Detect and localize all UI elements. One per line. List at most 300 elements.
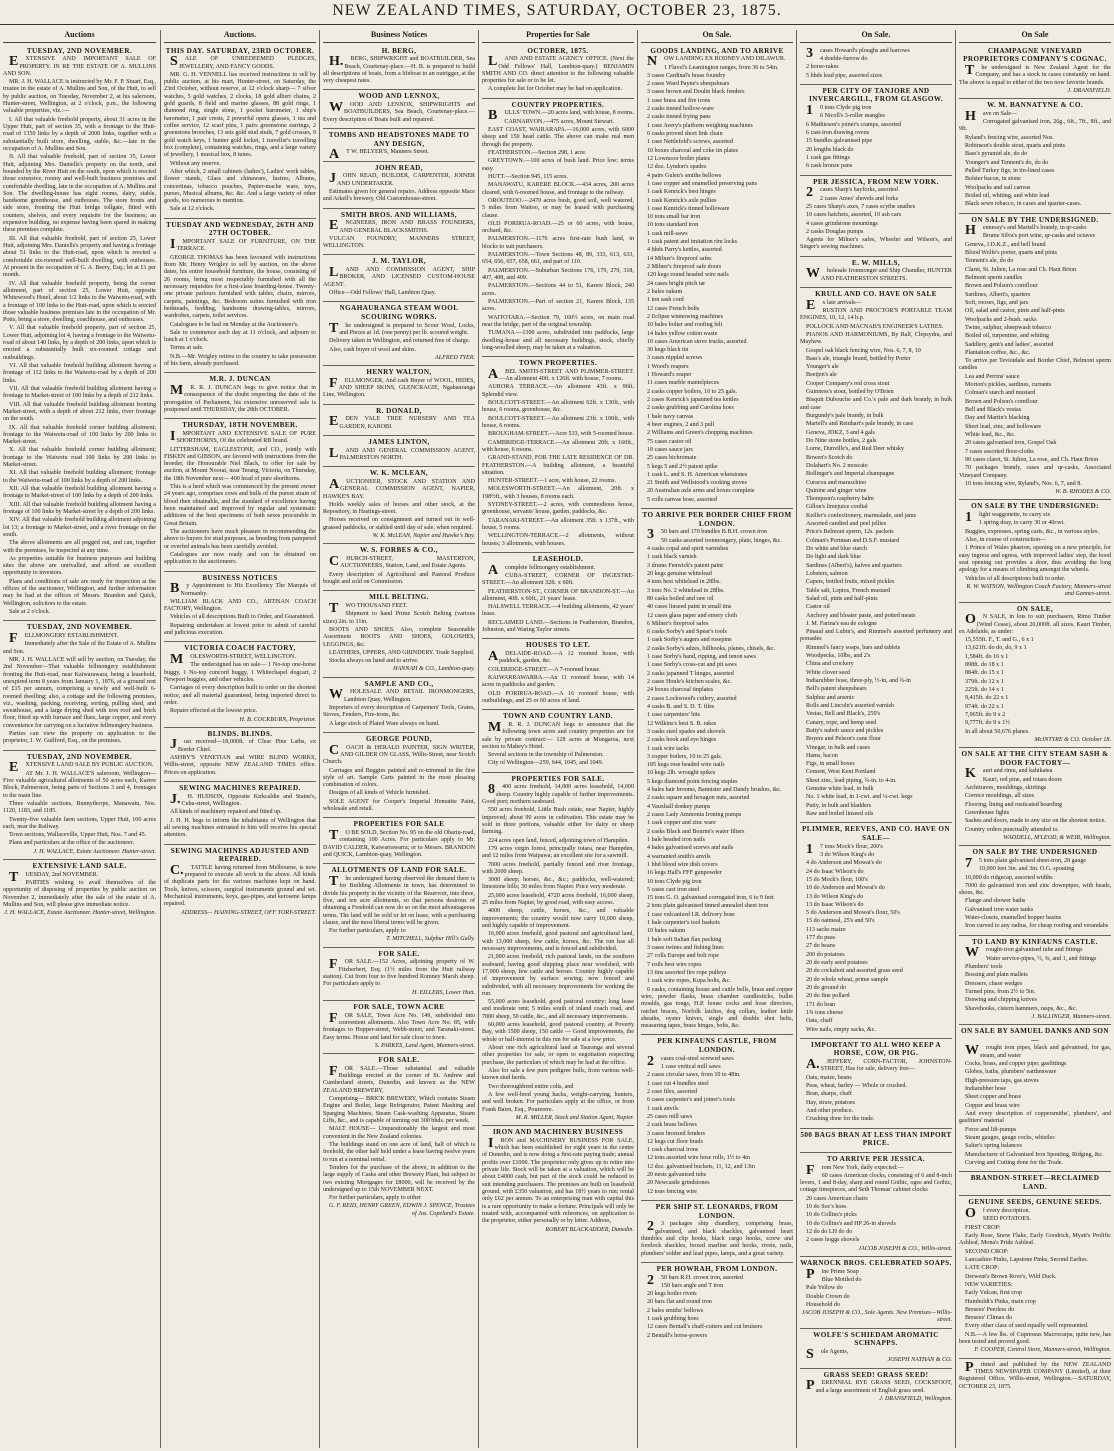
ad-title: PER KINFAUNS CASTLE, FROM LONDON. (657, 1037, 777, 1055)
ad-body (164, 428, 316, 567)
ad-paragraph: 12 cases French bolts (647, 305, 700, 312)
ad-paragraph: 50 casks assorted ironmongery, plate, hinges, &c. (661, 537, 782, 544)
ad-paragraph: 9,415ft. do 22 x 1 (965, 695, 1009, 702)
ad-paragraph: Salter's spring balances (965, 1143, 1022, 1150)
ad-paragraph: Oats, maize, beans (806, 1074, 852, 1081)
ad-title: ON SALE, (1016, 604, 1054, 613)
ad-paragraph: ENGINEERS, IRON AND BRASS FOUNDERS, AND GENERAL BLACKSMITHS. (329, 218, 475, 234)
ad-paragraph: Cornice mouldings, all sizes (965, 793, 1035, 800)
advertisement (323, 129, 475, 162)
ad-body (800, 187, 952, 252)
ad-signature: J. BALLINGER, Manners-street. (1031, 1013, 1111, 1020)
ad-paragraph: 3 cases twines and fishing lines (647, 945, 724, 952)
ad-paragraph: 5 do Anderson and Mowat's flour, 50's (806, 910, 900, 917)
ad-paragraph: 15 do Mock's flour, 100's (806, 876, 868, 883)
ad-paragraph: Keiller's confectionery, marmalade, and jams (806, 512, 917, 519)
ad-title: TO LAND BY KINFAUNS CASTLE. (972, 937, 1098, 946)
ad-paragraph: 120 kegs round headed wire nails (647, 272, 729, 279)
ad-paragraph: 12 cases glass paper and emery cloth (647, 612, 738, 619)
ad-paragraph: Indiarubber hose, three-ply, ½-in, and ¾-in (806, 678, 911, 685)
ad-paragraph: 1 cask wire tacks (647, 745, 689, 752)
ad-paragraph: FEATHERSTON.—Section 298, 1 acre. (488, 150, 587, 156)
ad-paragraph: C.TATTLE having returned from Melbourne, is now prepared to execute all work in the above. All kinds of duplicate parts for the various machines kept on hand. Tools, knives, scissors, surgical instruments ground and set. Mechanical instruments, keys, gas-pipes, and kerosene lamps repaired. (164, 862, 316, 908)
ad-paragraph: HALSWELL TERRACE.—4 building allotments, 42 years' lease. (482, 604, 634, 618)
ad-paragraph: 27 colls Europe and bolt rope (647, 953, 719, 960)
ad-body (323, 320, 475, 354)
ad-paragraph: Hams, bacon (806, 752, 838, 759)
advertisement (164, 642, 316, 727)
ad-paragraph: Designs of all kinds of Vehicle furnished. (329, 790, 430, 797)
ad-paragraph: Lancashire Pinks, Lapstone Pinks, Second Earlies. (965, 1256, 1089, 1263)
ad-paragraph: PERENNIAL RYE GRASS SEED, COCKSFOOT, and a large assortment of English grass seed. (806, 1378, 952, 1394)
ad-paragraph: III. All that valuable freehold, part of section 25, Lower Hutt, adjoining Mrs. Daniells's property and having a frontage about 51 links to the Hutt-road, upon which is erected a comfortable six-roomed well-built dwelling, with outhouses. At present in the occupation of G. A. Beery, Esq.; let at £1 per month. (3, 235, 156, 279)
ad-paragraph: Sardines, Albert's, quarters (965, 291, 1031, 298)
ad-paragraph: 20 cases American chairs (806, 1195, 868, 1202)
ad-paragraph: CAMBRIDGE-TERRACE.—An allotment 20ft. x 160ft., with house, 6 rooms. (482, 439, 634, 453)
ad-paragraph: KAIWARRAWARRA.—An 11 roomed house, with 14 acres in paddocks and garden. (482, 674, 634, 689)
ad-paragraph: Every description of Agricultural and Pastoral Produce bought and sold on Commission. (323, 571, 475, 585)
ad-paragraph: Catalogues to be had on Monday at the Auctioneer's. (170, 321, 299, 328)
ad-body (164, 56, 316, 214)
ad-paragraph: LEATHERS, UPPERS, AND GRINDERY. Trade Supplied. (329, 649, 475, 656)
ad-paragraph: 224 acres open land, fenced, adjoining town of Hampden. (488, 837, 629, 844)
ad-paragraph: 80 casks boiled and raw oil (647, 595, 714, 602)
ad-paragraph: 2 casks hook and eye hinges (647, 737, 717, 744)
ad-paragraph: 10 bales oakum (647, 928, 686, 935)
ad-paragraph: 2 cases Ames' shovels and forks (820, 195, 899, 202)
advertisement (323, 591, 475, 677)
ad-paragraph: Also for sale a few pure pedigree bulls, from various well-known stud herds. (482, 1067, 634, 1082)
ad-paragraph: Just received—18,000ft. of Clear Pine Laths, ex Border Chief. (170, 737, 316, 753)
ad-paragraph: A large stock of Plated Ware always on hand. (329, 720, 440, 727)
ad-paragraph: 10 do Collins's picks (806, 1212, 857, 1219)
ad-paragraph: 2 horse-rakes (806, 64, 839, 71)
ad-paragraph: Oats, chaff (806, 1018, 833, 1025)
ad-paragraph: About one rich agricultural land at Tauranga and several other properties for sale, or open to negotiation respecting purchase, the particulars of which may be had at the office. (482, 1045, 634, 1066)
ad-paragraph: 13 do Wilson King's do (806, 893, 864, 900)
ad-body (323, 267, 475, 297)
ad-paragraph: A complete list for October may be had on application. (488, 86, 623, 93)
ad-paragraph: HUTT.—Section 945, 115 acres. (488, 173, 568, 180)
ad-body (3, 633, 156, 746)
advertisement (323, 864, 475, 947)
ad-paragraph: ASHBY'S VENETIAN and WIRE BLIND WORKS, Willis-street, opposite NEW ZEALAND TIMES office. Prices on application. (164, 755, 316, 776)
ad-paragraph: Bass's ale, triangle brand, bottled by Porter (806, 355, 911, 362)
ad-paragraph: Sheet copper and brass (965, 1094, 1022, 1101)
ad-paragraph: 1 hhd blood wire dish covers (647, 861, 718, 868)
ad-title: IRON AND MACHINERY BUSINESS (492, 1128, 624, 1137)
ad-paragraph: RUSTON AND PROCTOR'S PORTABLE TEAM ENGINES, 10, 12, 14 h.p. (800, 307, 952, 322)
ad-body (482, 110, 634, 352)
ad-title: MILL BELTING. (369, 593, 429, 602)
ad-paragraph: Price's Belmont sperm, 12s. packets (806, 529, 894, 536)
ad-body (959, 225, 1111, 488)
ad-paragraph: N.B.—A few lbs. of Cupressus Macrocarpa, quite new, has been tested and proved good. (959, 1331, 1111, 1346)
ad-paragraph: 4 tons best whitelead in 28lbs. (647, 579, 721, 586)
ad-paragraph: 1light waggonette, to carry six (965, 510, 1051, 526)
ad-paragraph: 6 casks, containing house and cattle bells, brass and copper wire, powder flasks, brass chamber candlesticks, bullet moulds, gas tongs, H.P. house cocks and hose directors, ratchet braces, Norfolk latches, dog collars, leather knife sheaths, oyster knives, single and double shot belts, measuring tapes, brass hinges, bolts, &c. (641, 986, 793, 1030)
advertisement (641, 1201, 793, 1263)
ad-title: JAMES LINTON, (368, 438, 430, 447)
ad-paragraph: PALMERSTON.—1176 acres first-rate bush land, in blocks to suit purchasers. (482, 236, 634, 250)
ad-paragraph: Turned pins, from 2½ to 5in. (965, 988, 1036, 995)
ad-body (959, 1208, 1111, 1346)
ad-paragraph: SYDNEY-STREET.—2 acres, with commodious house, greenhouse, servants' house, garden, paddocks, &c. (482, 502, 634, 516)
ad-paragraph: White lead, &c., &c. (965, 431, 1016, 438)
ad-paragraph: Assorted candied and peel jellies (806, 521, 887, 528)
ad-paragraph: Vinegar, in bulk and cases (806, 744, 870, 751)
ad-paragraph: Sale at 12 o'clock. (170, 206, 215, 213)
ad-body (959, 108, 1111, 209)
advertisement (800, 85, 952, 176)
advertisement (323, 255, 475, 302)
ad-paragraph: XI. All that valuable freehold building allotment; frontage to the Waiwetu-road of 100 links by a depth of 200 links. (3, 470, 156, 484)
ad-paragraph: FELLMONGER, And cash Buyer of WOOL, HIDES, AND SHEEP SKINS, GLENCRAGIE, Ngahauranga Line, Wellington. (323, 375, 475, 399)
ad-paragraph: Saddlery, gent's and ladies', assorted (965, 341, 1054, 348)
ad-paragraph: Sale at 2 o'clock. (9, 609, 51, 616)
ad-paragraph: The auctioneers have much pleasure in recommending the above to buyers for stud purposes, as breeding from pampered or overfed animals has been carefully avoided. (164, 528, 316, 550)
ad-paragraph: 7 cases assorted floor-cloths (965, 448, 1034, 455)
ad-paragraph: 12 doz. galvanised buckets, 11, 12, and 13in (647, 1163, 755, 1170)
ad-paragraph: 3 cases Cardinal's brass foundry (647, 72, 726, 79)
ad-body (164, 654, 316, 716)
ad-paragraph: 13 do Isaac Wilson's do (806, 901, 864, 908)
ad-title: J. M. TAYLOR, (372, 257, 426, 266)
ad-paragraph: 20 bars flat and round iron (647, 1299, 712, 1306)
ad-paragraph: After which, 2 small cabinets (ladies'), Ladies' work tables, flower stands, Glass and chinaware, lustres, Albums, concertinas, tobacco pouches, Papier-mache ware, toys, purses, Musical albums, &c. &c. And a large variety of other goods, too numerous to mention. (164, 168, 316, 205)
ad-paragraph: 1 Prince of Wales phaeton, opening on a new principle, for easy ingress and egress, with improved ladies' step, the hood seat opening out provides a door, thus avoiding the long apology for a means of climbing amongst the wheels. (959, 545, 1111, 574)
ad-paragraph: CHURCH-STREET, MASTERTON, AUCTIONEERS, Station, Land, and Estate Agents. (329, 554, 475, 570)
ad-paragraph: Plumbers' tools (965, 964, 1003, 970)
ad-paragraph: LAND AND COMMISSION AGENT, SHIP BROKER, AND LICENSED CUSTOM-HOUSE AGENT. (323, 265, 475, 288)
ad-title: W. M. BANNATYNE & CO. (986, 101, 1084, 110)
ad-paragraph: All kinds of machinery repaired and fitted up. (170, 809, 282, 816)
ad-paragraph: Vehicles of all descriptions Built to Order, and Guaranteed. (170, 614, 315, 621)
advertisement (3, 45, 156, 622)
ad-title: WOOD AND LENNOX, (358, 92, 440, 101)
ad-paragraph: 15,555ft. F., T. and G., 6 x 1 (965, 637, 1034, 644)
ad-paragraph: Three valuable sections, Bunnythorpe, Manawatu, Nos. 1120, 1183, and 1185. (3, 800, 156, 815)
advertisement (959, 500, 1111, 602)
ad-paragraph: 1 case Avery's platform weighing machines (647, 122, 753, 129)
ad-title: OCTOBER, 1875. (527, 46, 589, 55)
ad-paragraph: Geneva, JDKZ, 3 and 4 gals (806, 429, 875, 436)
advertisement (482, 99, 634, 357)
ad-title: PLIMMER, REEVES, AND CO. HAVE ON SALE— (801, 825, 951, 842)
ad-paragraph: Boiled oil, whiting, and white lead (965, 192, 1050, 199)
ad-paragraph: Delivery taken in Wellington, and returned free of charge. (329, 338, 471, 345)
ad-title: PER JESSICA, FROM NEW YORK. (813, 177, 939, 186)
ad-paragraph: 1 cask copper and zinc ware (647, 820, 716, 827)
columns-container (0, 30, 1114, 1451)
ad-paragraph: 1 cask black varnish (647, 554, 697, 561)
ad-paragraph: Guinness's stout, bottled by O'Brien (806, 389, 894, 396)
ad-paragraph: Early Rose, Snow Flake, Early Goodrich, Myatt's Prolific Ashleaf, Mona's Pride Ashleaf. (959, 1233, 1111, 1247)
ad-paragraph: 10 kegs 2lb. wrought spikes (647, 770, 716, 777)
ad-paragraph: WHOLESALE AND RETAIL IRONMONGERS, Lambton Quay, Wellington. (329, 687, 475, 703)
advertisement (323, 818, 475, 864)
advertisement (164, 572, 316, 643)
ad-paragraph: Plans and conditions of sale are ready for inspection at the offices of the auctioneer, Wellington, and further information may be had at the offices of Messrs. Brandon and Quick, Wellington, solicitors to the estate. (3, 578, 156, 607)
ad-body (323, 689, 475, 728)
ad-paragraph: Morton's pickles, sardines, currants (965, 382, 1052, 389)
ad-paragraph: 1 bale soft Italian flax packing (647, 936, 722, 943)
ad-paragraph: Sardines (Albert's), halves and quarters (806, 562, 902, 569)
ad-paragraph: LAND AND ESTATE AGENCY OFFICE. (Next the Odd Fellows' Hall, Lambton-quay.) BENJAMIN SMITH AND CO. direct attention to the following valuable properties for sale or to be let. (482, 54, 634, 85)
ad-paragraph: PIANOS AND HARMONIUMS, By Ralf, Clepsydra, and Mayhew. (800, 331, 952, 346)
ad-paragraph: Sale to commence each day at 11 o'clock, and adjourn to lunch at 1 o'clock. (164, 329, 316, 344)
ad-paragraph: 4 casks B. and S. D. T. files (647, 703, 715, 710)
ad-paragraph: 20 kegs boiler rivets (647, 1291, 697, 1298)
ad-paragraph: 1 cask wire ropes, Kupa bolts, &c. (647, 978, 732, 985)
ad-paragraph: XII. All that valuable freehold building allotment having a frontage to Market-street of 100 links by a depth of 200 links. (3, 486, 156, 500)
ad-body (3, 762, 156, 847)
ad-paragraph: Drawing and chipping knives (965, 997, 1037, 1004)
column-heading: On Sale. (800, 30, 952, 43)
ad-paragraph: Soft, rooses, figs, and jars (965, 299, 1029, 306)
ad-paragraph: High-pressure taps, gas stoves (965, 1077, 1039, 1084)
advertisement (323, 467, 475, 544)
advertisement (3, 621, 156, 750)
ad-paragraph: 40 cases linseed paint in small tins (647, 604, 732, 611)
ad-paragraph: Bran, sharps, chaff (806, 1091, 852, 1098)
ad-paragraph: 1 case vertical mill saws (661, 1064, 721, 1071)
ad-paragraph: Robinson's double stout, quarts and pints (965, 143, 1065, 150)
ad-paragraph: ABEL SMITH-STREET AND PLIMMER-STREET.—An allotment 40ft. x 126ft. with house, 7 rooms. (488, 366, 634, 383)
ad-paragraph: 10 do Soc's hoes (806, 1204, 847, 1211)
ad-title: FOR SALE. (378, 1056, 420, 1065)
ad-paragraph: 10 tons fencing wire, Ryland's, Nos. 6, 7, and 8. (965, 480, 1082, 487)
ad-paragraph: 2 cases Lockwood's cutlery, assorted (647, 695, 737, 702)
ad-paragraph: Have on Sale— (965, 108, 1018, 124)
ad-paragraph: FOR SALE.—152 Acres, adjoining property of W. Fitzherbert, Esq. (1½ miles from the Hutt railway station). Cut from four to five hundred Romney Marsh sheep. For particulars apply to (323, 957, 475, 988)
ad-paragraph: Town sections, Wallaceville, Upper Hutt, Nos. 7 and 45. (9, 832, 147, 839)
ad-body (323, 600, 475, 666)
ad-paragraph: Genuine white lead, in bulk (806, 786, 874, 793)
ad-body (641, 56, 793, 504)
ad-paragraph: Importers of every description of Carpenters' Tools, Grates, Stoves, Fenders, Fire-irons, &c. (323, 705, 475, 719)
ad-title: THIS DAY. SATURDAY, 23RD OCTOBER. (165, 46, 315, 55)
ad-paragraph: Oil, salad and castor, pints and half-pints (965, 308, 1065, 315)
ad-paragraph: Greenhouse lights (965, 810, 1010, 817)
ad-paragraph: GEORGE THOMAS has been favoured with instructions from Mr. Henry Wrigley to sell by auction, on the above dates, his entire household furniture, the house, consisting of 26 rooms, being most respectably furnished with all the necessary requisites for a first-class boarding-house. Twenty-one private parlours furnished with tables, chairs, mirrors, carpets, paintings, &c. Bedroom suites furnished with iron bedsteads, bedding, handsome drawing-tables, mirrors, wardrobes, carpets, toilet services. (164, 254, 316, 320)
ad-paragraph: 2 tons plain galvanised tinned annealed sheet iron (647, 903, 769, 910)
ad-paragraph: Kauri and rimu, and kahikatea (965, 766, 1053, 782)
ad-title: TOWN AND COUNTRY LAND. (503, 712, 613, 721)
ad-paragraph: WOOD AND LENNOX, SHIPWRIGHTS and BOATBUILDERS, Sea Beach, Courtenay-place.—Every description of Boats built and repaired. (323, 100, 475, 123)
ad-paragraph: 2 cases Ward Payne's sheepshears (647, 81, 730, 88)
ad-paragraph: 177 do peas (806, 935, 836, 942)
ad-paragraph: 20 Newcastle grindstones (647, 1180, 710, 1187)
ad-paragraph: Dolahart's No. 2 moscato (806, 462, 868, 469)
ad-paragraph: 25,000 acres leasehold, 4720 acres freehold, 16,000 sheep, 25 miles from Napier, by good road, with easy access. (482, 892, 634, 907)
ad-paragraph: NEW VARIETIES: (965, 1281, 1013, 1288)
ad-paragraph: 12 do do LH do do (806, 1229, 853, 1236)
ad-paragraph: Vestas, Bell and Black's, 250's (806, 711, 880, 718)
ad-paragraph: 16,000 acres freehold, good pastoral and agricultural land, with 13,000 sheep, few cattle, horses, &c. The run has all necessary improvements, and is fenced and subdivided. (482, 931, 634, 952)
ad-paragraph: TUESDAY, 2nd NOVEMBER. (9, 869, 99, 885)
ad-paragraph: 25 cases bichromate (647, 455, 697, 462)
ad-paragraph: Wholesale Ironmonger and Ship Chandler, HUNTER AND FEATHERSTON STREETS. (806, 266, 952, 282)
ad-paragraph: A few well-bred young hacks, weight-carrying, hunters, and well broken. For particulars apply at the office, or from Frank Bairn, Esq., Pourerere. (482, 1091, 634, 1113)
ad-paragraph: 3 drums Fenwick's patent paint (647, 562, 723, 569)
ad-paragraph: Raw and boiled linseed oils (806, 811, 874, 818)
ad-paragraph: ON SALE, in lots to suit purchasers, Rimu Timber (Wind Cease), about 20,000ft. all sizes. Kauri Timber, ex Adelaide, as under: (959, 612, 1111, 635)
ad-title: GOODS LANDING, AND TO ARRIVE (650, 46, 784, 55)
ad-paragraph: Cooper Company's red cross stout (806, 380, 890, 387)
ad-paragraph: 15 tons G. O. galvanised corrugated iron, 6 to 9 feet (647, 895, 774, 902)
ad-paragraph: POLLOCK AND MACNAB'S ENGINEER'S LATHES. (806, 323, 944, 330)
ad-paragraph: Comprising— BRICK BREWERY, Which contains Steam Engine and Boiler, large Refrigerator, Patent Mashing and Sparging Machines, Steam Cask-washing Apparatus, Steam Lifts, &c., and is capable of turning out 300 bhds. per week. (323, 1096, 475, 1124)
ad-paragraph: MOLESWORTH-STREET, WELLINGTON. (170, 652, 296, 668)
advertisement (800, 823, 952, 1038)
ad-paragraph: Galvanised iron water tanks (965, 906, 1034, 913)
ad-body (323, 102, 475, 124)
column-heading: Auctions (3, 30, 156, 43)
ad-paragraph: H.BERG, SHIPWRIGHT and BOATBUILDER, Sea Beach, Courtenay-place.—H. B. is prepared to build all descriptions of boats, from a lifeboat to an outrigger, at the very cheapest rates. (323, 54, 475, 85)
ad-paragraph: Canary, rope, and hemp seed (806, 719, 877, 726)
advertisement (323, 302, 475, 366)
ad-paragraph: 2cases coal-steel screwed saws (647, 1053, 734, 1069)
ad-signature: S. PARKES, Land Agent, Manners-street. (374, 1042, 475, 1049)
ad-signature: JACOB JOSEPH & CO., Willis-street. (858, 1245, 952, 1252)
advertisement (323, 733, 475, 818)
ad-body (482, 366, 634, 548)
ad-body (482, 651, 634, 705)
ad-paragraph: TUMANA.—1300 acres, subdivided into paddocks, large dwelling-house and all necessary buildings, stock, chiefly long-woolled sheep, may be taken at a valuation. (482, 330, 634, 351)
ad-paragraph: 2 casks tinned frying pans (647, 114, 711, 121)
ad-paragraph: Hennessy's and Martell's brandy, in qr-casks (965, 223, 1087, 239)
advertisement (641, 1263, 793, 1344)
newspaper-column (160, 30, 319, 1448)
ad-title: TUESDAY AND WEDNESDAY, 26TH AND 27TH OCTOBER. (166, 220, 314, 238)
ad-signature: G. F. REID, HENRY GREEN, EDWIN J. SPENCE, Trustees of Jas. Copeland's Estate. (328, 1203, 475, 1217)
ad-paragraph: WILLIAM BLACK AND CO., ARTISAN COACH FACTORY, Wellington. (164, 598, 316, 613)
ad-body (800, 1266, 952, 1310)
ad-paragraph: COLERIDGE-STREET.—A 7-roomed house. (488, 666, 601, 673)
ad-title: TUESDAY, 2ND NOVEMBER. (26, 46, 133, 55)
ad-title: SAMPLE AND CO., (364, 679, 434, 688)
ad-paragraph: 12 cases Bentall's chaff-cutters and cut bruisers (647, 1324, 763, 1331)
ad-body (164, 739, 316, 777)
ad-paragraph: 20 do ground do (806, 984, 847, 991)
advertisement (959, 846, 1111, 935)
ad-paragraph: Boiled oil, turpentine, and whiting (965, 333, 1049, 340)
ad-body (323, 173, 475, 203)
ad-paragraph: Lea and Perrins' sauce (965, 373, 1020, 380)
ad-title: W. K. MCLEAN, (369, 469, 429, 478)
ad-paragraph: TARANAKI-STREET.—An allotment 35ft. x 137ft., with house, 5 rooms. (482, 517, 634, 532)
ad-paragraph: Estimates given for general repairs. Address opposite Mace and Arkell's brewery, Old Customhouse-street. (323, 188, 475, 203)
ad-body (482, 784, 634, 1113)
ad-paragraph: 5 cases cast iron steel (647, 886, 700, 893)
column-heading: On Sale (959, 30, 1111, 43)
ad-body (959, 1359, 1111, 1391)
ad-paragraph: 2 cases Houle's kitchen scales, &c. (647, 679, 732, 686)
ad-body (959, 1045, 1111, 1167)
ad-signature: R. W. WATSON, Wellington Coach Factory, Manners-street and Gannes-street. (966, 583, 1111, 598)
ad-paragraph: AURORA TERRACE.—An allotment 43ft. x 96ft. Splendid view. (482, 384, 634, 398)
ad-paragraph: 2 bales smiths' bellows (647, 1307, 704, 1314)
ad-paragraph: 14 Milner's fireproof safes (647, 255, 712, 262)
ad-paragraph: VI. All that valuable freehold building allotment having a frontage of 112 links to the Waiwetu-road by a depth of 200 links. (3, 363, 156, 384)
ad-title: KRULL AND CO. HAVE ON SALE (815, 290, 937, 299)
ad-title: HENRY WALTON, (366, 368, 432, 377)
ad-paragraph: 225ft. do 14 x 1 (965, 687, 1004, 693)
ad-body (323, 375, 475, 400)
ad-paragraph: Iron curved to any radius, for cheap roofing and verandahs (965, 923, 1109, 930)
ad-paragraph: Figs, in small boxes (806, 761, 855, 768)
ad-paragraph: 10 cases sauce jars (647, 446, 693, 453)
ad-body (164, 385, 316, 414)
ad-paragraph: Terms at sale. (170, 345, 204, 352)
ad-paragraph: 3 casks steel spades and shovels (647, 728, 726, 735)
ad-paragraph: The undersigned has on sale— 1 No-top one-horse buggy, 1 No-top concord buggy, 1 Whitechapel dogcart, 2 Newport buggies, and other vehicles. (164, 662, 316, 683)
advertisement (323, 544, 475, 591)
newspaper-column (478, 30, 637, 1448)
ad-paragraph: Plantation coffee, &c., &c. (965, 349, 1031, 356)
ad-paragraph: Black sewn tobacco, in cases and quarter-cases. (965, 201, 1082, 208)
ad-paragraph: 6 Nicoll's 3-roller mangles (820, 113, 885, 120)
ad-paragraph: Water service-pipes, ½, ⅜, and 1, and fittings (986, 955, 1097, 962)
advertisement (164, 219, 316, 374)
ad-paragraph: Wire nails, empty sacks, &c. (806, 1026, 876, 1033)
ad-paragraph: LATE CROP: (965, 1265, 1000, 1272)
ad-paragraph: 21,000 acres freehold, rich pastoral lands, on the southern seaboard, having good shipping place near woolshed, with 17,000 sheep, few cattle and horses. Country highly capable of improvement by surface sowing; now fenced and subdivided, with all necessary improvements for working the run. (482, 954, 634, 997)
ad-paragraph: I. All that valuable freehold property, about 31 acres in the Upper Hutt, part of section 35, with a frontage to the Hutt-road of 1350 links by a depth of 2000 links, together with a substantially built store, dwelling, stable, &c.—late in the occupation of A. Mullins and Son. (3, 116, 156, 152)
ad-paragraph: Bollinger's and Imperial champagne (806, 471, 895, 478)
ad-body (800, 297, 952, 819)
ad-paragraph: Day and Martin's blacking (965, 415, 1030, 422)
ad-paragraph: EXTENSIVE LAND SALE BY PUBLIC AUCTION. (9, 760, 154, 776)
ad-paragraph: 1 cask anvils (647, 1105, 679, 1112)
advertisement (323, 678, 475, 733)
ad-paragraph: Copper and brass wire (965, 1102, 1020, 1109)
ad-body (323, 556, 475, 586)
ad-paragraph: 10 bales bolter and roofing felt (647, 322, 723, 329)
ad-paragraph: 12 Lowmoor boiler plates (647, 155, 711, 162)
ad-paragraph: IX. All that valuable freehold corner building allotment; frontage to the Waiwetu-road of 100 links by 200 links to Market-street. (3, 424, 156, 446)
ad-paragraph: 1 cask Kenrick's best hinges (647, 189, 716, 196)
ad-paragraph: J. M. Farina's eau de cologne (806, 620, 877, 627)
ad-paragraph: 24 cases bright pitch tar (647, 280, 706, 287)
ad-body (641, 1221, 793, 1258)
advertisement (323, 45, 475, 91)
ad-paragraph: From New York, daily expected:— (806, 1162, 904, 1178)
ad-paragraph: 1 case cut 4 bundles steel (647, 1080, 709, 1087)
ad-body (323, 959, 475, 988)
ad-paragraph: 13,621ft. do do, do, 9 x 1 (965, 645, 1027, 652)
ad-title: 500 BAGS BRAN AT LESS THAN IMPORT PRICE. (800, 1130, 952, 1148)
ad-paragraph: Shipment to hand Prime Scotch Belting (various sizes) 2in. to 11in. (323, 611, 475, 625)
ad-paragraph: Force and lift-pumps (965, 1126, 1017, 1133)
ad-paragraph: Tenders for the purchase of the above, in addition to the large supply of Casks and other Brewery Plant, but subject to two existing Mortgages for £8000, will be received by the undersigned up to 15th NOVEMBER NEXT. (323, 1164, 475, 1193)
ad-title: VICTORIA COACH FACTORY, (184, 644, 296, 653)
ad-paragraph: IRON and MACHINERY BUSINESS FOR SALE, which has been established for eight years in the centre of Dunedin, and is now doing a first-rate paying trade; annual profits over £1000. The proprietor only gives up to retire into private life. Stock will be taken at a valuation, which will be about £4000 cash, but part of the stock could be reduced to suit intending purchasers. The premises are built on leasehold ground, with £350 valuation, and has 18½ years to run; rental only £62 per annum. To an enterprising man with capital this is a rare opportunity to make a fortune. Principals will only be treated with, accompanied with references, on application to the proprietor, either personally or by letter. Address, (482, 1135, 634, 1225)
ad-paragraph: 1 cask mill-saws (647, 230, 688, 237)
ad-body (959, 614, 1111, 736)
ad-paragraph: MR. J. H. WALLACE will sell by auction, on Tuesday, the 2nd November—That valuable fellmongery establishment fronting the Hutt-road, near Kaiwarawara, being a leasehold, unexpired term 8 years from January 1, 1876, at a ground rent of £15 per annum, comprising a newly and well-built 6-roomed dwelling; also, a cottage and the following premises, viz., washing, packing, receiving, sorting, pulling shed, and sweathouse, and a large drying shed with iron roof and brick floor, fitted up with furnace and flues, large copper, and every convenience for carrying on a lucrative fellmongery business. (3, 656, 156, 729)
ad-paragraph: VULCAN FOUNDRY, MANNERS STREET, WELLINGTON. (323, 235, 475, 250)
ad-paragraph: The undersigned is New Zealand Agent for the Company, and has a stock in cases constantly on hand. The above is equal to either of the two now favorite brands. (959, 62, 1111, 86)
ad-paragraph: BULLS' TOWN.—20 acres land, with house, 8 rooms. (488, 108, 635, 124)
ad-paragraph: Buggies, expresses, spring carts, &c., in various styles. (965, 528, 1099, 535)
advertisement (641, 45, 793, 510)
ad-paragraph: 179 acres virgin forest, principally totara, near Hampden, and 12 miles from Waipawa; an excellent site for a sawmill. (482, 845, 634, 860)
ad-paragraph: 15 do oatmeal, 25's and 50's (806, 918, 875, 925)
ad-paragraph: Bolster bacon, in stone (965, 176, 1021, 183)
ad-paragraph: Brown and Polson's cornflour (965, 283, 1038, 290)
